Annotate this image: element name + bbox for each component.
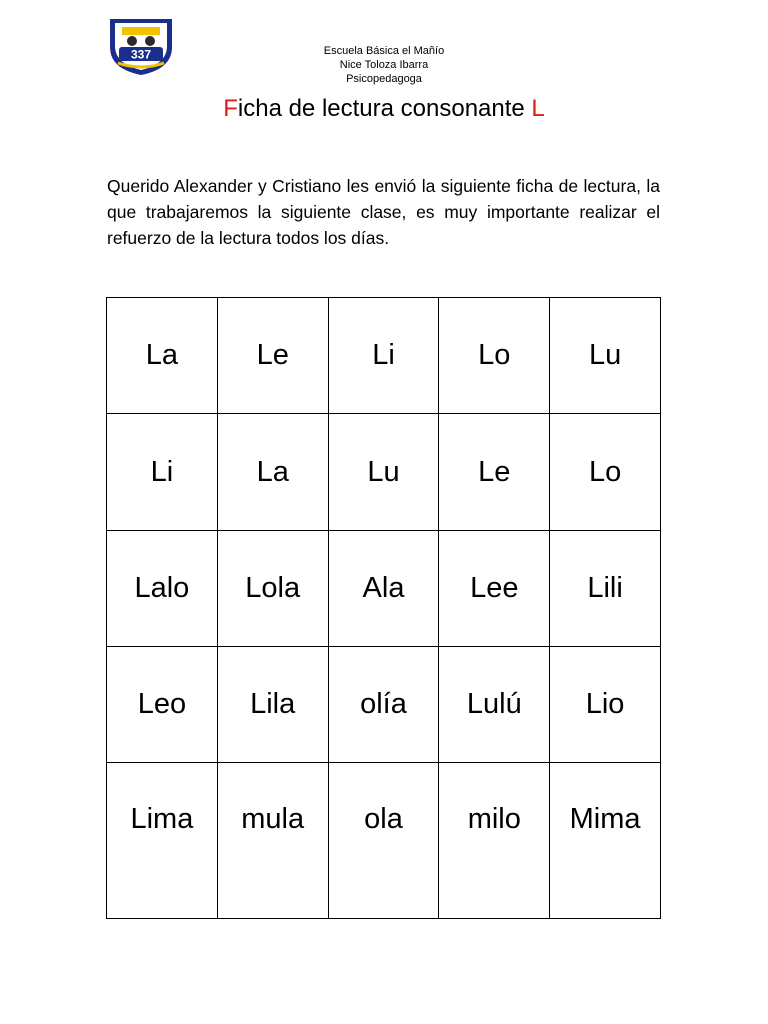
title-consonant: L xyxy=(531,95,545,122)
syllable-grid xyxy=(106,297,661,919)
grid-cell: Lili xyxy=(550,530,661,646)
grid-row xyxy=(107,763,661,919)
svg-text:337: 337 xyxy=(130,47,152,62)
grid-row xyxy=(107,414,661,530)
grid-cell: Li xyxy=(328,298,439,414)
grid-row xyxy=(107,647,661,763)
grid-cell: Lalo xyxy=(107,530,218,646)
title-text: icha de lectura consonante xyxy=(237,95,532,122)
grid-cell: Lulú xyxy=(439,647,550,763)
grid-cell: milo xyxy=(439,763,550,919)
teacher-role: Psicopedagoga xyxy=(346,73,422,85)
grid-cell: ola xyxy=(328,763,439,919)
grid-cell: Lee xyxy=(439,530,550,646)
title-first-letter: F xyxy=(223,95,238,122)
grid-cell: Le xyxy=(217,298,328,414)
grid-cell: Lila xyxy=(217,647,328,763)
grid-cell: Ala xyxy=(328,530,439,646)
grid-cell: Lima xyxy=(107,763,218,919)
grid-cell: Lu xyxy=(328,414,439,530)
grid-cell: Le xyxy=(439,414,550,530)
grid-cell: Lio xyxy=(550,647,661,763)
page-title xyxy=(0,94,768,124)
grid-cell: mula xyxy=(217,763,328,919)
grid-cell: Lo xyxy=(439,298,550,414)
grid-cell: Lola xyxy=(217,530,328,646)
grid-cell: Lo xyxy=(550,414,661,530)
grid-row xyxy=(107,530,661,646)
grid-cell: Leo xyxy=(107,647,218,763)
teacher-name: Nice Toloza Ibarra xyxy=(339,59,429,71)
intro-paragraph: Querido Alexander y Cristiano les envió la siguiente ficha de lectura, la que trabajaremos la siguiente clase, es muy importante realizar el refuerzo de la lectura todos los días. xyxy=(107,176,660,248)
grid-cell: olía xyxy=(328,647,439,763)
grid-cell: La xyxy=(217,414,328,530)
grid-cell: Lu xyxy=(550,298,661,414)
grid-cell: Li xyxy=(107,414,218,530)
school-name: Escuela Básica el Mañío xyxy=(323,45,445,57)
grid-row xyxy=(107,298,661,414)
grid-cell: Mima xyxy=(550,763,661,919)
grid-cell: La xyxy=(107,298,218,414)
